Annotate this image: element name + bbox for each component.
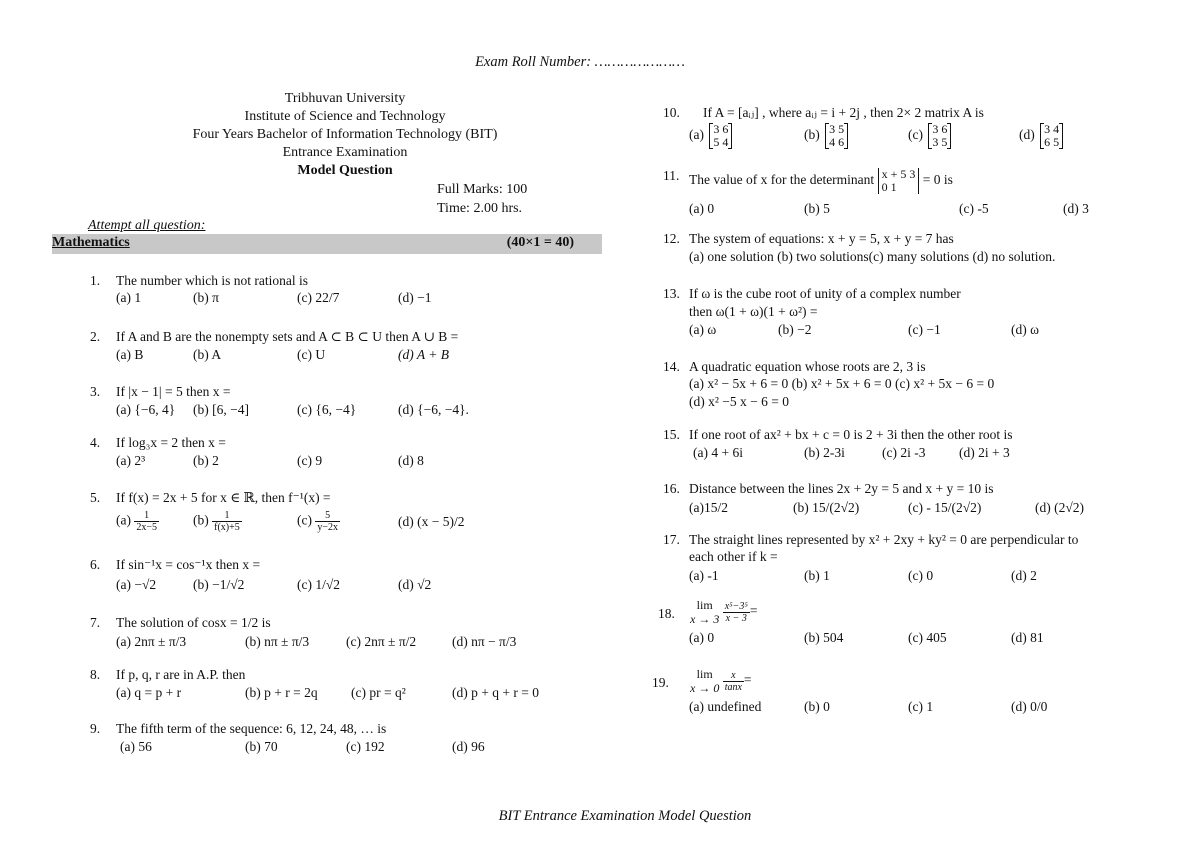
fraction	[134, 510, 159, 533]
matrix	[709, 123, 732, 149]
question-stem: If sin⁻¹x = cos⁻¹x then x =	[116, 557, 261, 572]
option-a: (a) B	[116, 347, 144, 362]
question-stem: If log₃x = 2 then x =	[116, 435, 226, 450]
option-c: (c) −1	[908, 322, 941, 337]
option-d: (d) 0/0	[1011, 699, 1048, 714]
numerator: 1	[212, 510, 242, 522]
option-label: (d)	[1019, 127, 1035, 143]
limit-word: lim	[696, 667, 713, 681]
limit	[690, 598, 719, 626]
matrix-row: 3 6	[713, 122, 729, 136]
determinant	[878, 168, 920, 194]
option-a: (a) q = p + r	[116, 685, 182, 700]
question-stem-line2: then ω(1 + ω)(1 + ω²) =	[689, 304, 818, 319]
option-a: (a) undefined	[689, 699, 762, 714]
denominator: f(x)+5	[214, 522, 240, 533]
option-d: (d) 2	[1011, 568, 1037, 583]
question-number: 9.	[90, 721, 101, 736]
determinant-row: 0 1	[881, 180, 897, 194]
option-a: (a) 1	[116, 290, 142, 305]
matrix-row: 3 4	[1044, 122, 1060, 136]
stem-text: The value of x for the determinant	[689, 172, 875, 188]
equals-sign: =	[743, 672, 752, 688]
options-line: (a) x² − 5x + 6 = 0 (b) x² + 5x + 6 = 0 (c) x² + 5x − 6 = 0	[689, 376, 995, 391]
option-d: (d) A + B	[398, 347, 449, 362]
option-d	[1019, 123, 1063, 149]
denominator: y−2x	[317, 522, 338, 533]
question-stem: If one root of ax² + bx + c = 0 is 2 + 3i then the other root is	[689, 427, 1013, 442]
fraction	[723, 601, 750, 624]
exam-name: Entrance Examination	[282, 145, 408, 160]
option-b: (b) 504	[804, 630, 844, 645]
matrix-row: 3 5	[932, 135, 948, 149]
option-c: (c) 1/√2	[297, 577, 341, 592]
option-d: (d) −1	[398, 290, 432, 305]
limit-approach: x → 3	[690, 612, 720, 626]
option-a: (a) ω	[689, 322, 717, 337]
option-d: (d) nπ − π/3	[452, 634, 517, 649]
option-b: (b) 5	[804, 201, 830, 216]
question-number: 5.	[90, 490, 101, 505]
question-stem: A quadratic equation whose roots are 2, 3 is	[689, 359, 926, 374]
option-b: (b) −1/√2	[193, 577, 245, 592]
option-b: (b) 2-3i	[804, 445, 845, 460]
question-stem: The solution of cosx = 1/2 is	[116, 615, 271, 630]
option-label: (c)	[908, 127, 923, 143]
option-d: (d) 8	[398, 453, 424, 468]
option-d: (d) ω	[1011, 322, 1040, 337]
marks-block	[437, 180, 527, 218]
question-stem	[690, 598, 757, 626]
question-stem: The number which is not rational is	[116, 273, 308, 288]
options-line: (a) one solution (b) two solutions(c) many solutions (d) no solution.	[689, 249, 1056, 264]
question-number: 3.	[90, 384, 101, 399]
question-number: 16.	[663, 481, 680, 496]
question-number: 13.	[663, 286, 680, 301]
option-b: (b) 0	[804, 699, 830, 714]
option-label: (c)	[297, 512, 312, 528]
limit-approach: x → 0	[690, 681, 720, 695]
option-a: (a) 56	[120, 739, 152, 754]
option-a: (a) 0	[689, 201, 715, 216]
question-number: 11.	[663, 168, 680, 183]
question-stem: The system of equations: x + y = 5, x + y = 7 has	[689, 231, 954, 246]
option-d: (d) (2√2)	[1035, 500, 1085, 515]
option-d: (d) 3	[1063, 201, 1089, 216]
option-label: (a)	[116, 512, 131, 528]
option-b: (b) 70	[245, 739, 278, 754]
question-number: 1.	[90, 273, 101, 288]
option-b	[804, 123, 848, 149]
question-stem: If f(x) = 2x + 5 for x ∈ ℝ, then f⁻¹(x) =	[116, 490, 331, 505]
matrix-row: 5 4	[713, 135, 729, 149]
matrix-row: 6 5	[1044, 135, 1060, 149]
time-allowed: Time: 2.00 hrs.	[437, 201, 523, 216]
option-b: (b) [6, −4]	[193, 402, 249, 417]
matrix	[928, 123, 951, 149]
question-stem: If A and B are the nonempty sets and A ⊂ B ⊂ U then A ∪ B =	[116, 329, 459, 344]
option-c: (c) 1	[908, 699, 934, 714]
option-a	[689, 123, 732, 149]
question-stem-line2: each other if k =	[689, 549, 778, 564]
section-score: (40×1 = 40)	[506, 235, 574, 250]
denominator: x − 3	[725, 612, 747, 624]
option-c	[297, 510, 340, 533]
option-c: (c) - 15/(2√2)	[908, 500, 982, 515]
section-title: Mathematics	[52, 235, 130, 250]
option-c: (c) 2nπ ± π/2	[346, 634, 417, 649]
option-a: (a)15/2	[689, 500, 728, 515]
section-bar	[52, 234, 602, 254]
option-b: (b) 2	[193, 453, 219, 468]
question-number: 10.	[663, 105, 680, 120]
numerator: x⁵−3⁵	[724, 600, 748, 612]
option-c: (c) 0	[908, 568, 934, 583]
question-stem: If |x − 1| = 5 then x =	[116, 384, 231, 399]
option-d: (d) (x − 5)/2	[398, 514, 465, 529]
question-number: 18.	[658, 606, 675, 621]
numerator: 5	[315, 510, 340, 522]
option-c: (c) 2i -3	[882, 445, 926, 460]
matrix-row: 3 5	[829, 122, 845, 136]
option-b: (b) 15/(2√2)	[793, 500, 860, 515]
page-footer: BIT Entrance Examination Model Question	[498, 808, 752, 824]
determinant-row: x + 5 3	[881, 167, 916, 181]
option-a: (a) −√2	[116, 577, 157, 592]
question-stem: The straight lines represented by x² + 2xy + ky² = 0 are perpendicular to	[689, 532, 1079, 547]
question-number: 8.	[90, 667, 101, 682]
option-c: (c) 192	[346, 739, 385, 754]
option-b: (b) A	[193, 347, 222, 362]
option-b: (b) 1	[804, 568, 830, 583]
option-a: (a) 4 + 6i	[693, 445, 743, 460]
full-marks: Full Marks: 100	[437, 182, 528, 197]
question-number: 17.	[663, 532, 680, 547]
question-number: 19.	[652, 675, 669, 690]
denominator: tanx	[724, 681, 742, 693]
university-name: Tribhuvan University	[284, 91, 406, 106]
options-line: (d) x² −5 x − 6 = 0	[689, 394, 790, 409]
option-b: (b) nπ ± π/3	[245, 634, 310, 649]
option-a: (a) -1	[689, 568, 719, 583]
option-c: (c) U	[297, 347, 326, 362]
option-d: (d) 81	[1011, 630, 1044, 645]
option-d: (d) p + q + r = 0	[452, 685, 539, 700]
option-d: (d) 2i + 3	[959, 445, 1010, 460]
option-c: (c) -5	[959, 201, 989, 216]
numerator: x	[723, 670, 744, 682]
fraction	[315, 510, 340, 533]
option-label: (b)	[193, 512, 209, 528]
option-c	[908, 123, 951, 149]
question-stem	[690, 667, 752, 695]
model-question-title: Model Question	[297, 163, 393, 178]
question-stem: If A = [aᵢⱼ] , where aᵢⱼ = i + 2j , then 2× 2 matrix A is	[703, 105, 984, 120]
question-number: 12.	[663, 231, 680, 246]
option-c: (c) 405	[908, 630, 947, 645]
option-label: (a)	[689, 127, 704, 143]
numerator: 1	[134, 510, 159, 522]
question-stem	[689, 168, 953, 194]
fraction	[723, 670, 744, 693]
option-b: (b) π	[193, 290, 219, 305]
limit-word: lim	[696, 598, 713, 612]
option-b	[193, 510, 242, 533]
option-b: (b) −2	[778, 322, 812, 337]
limit	[690, 667, 719, 695]
option-a: (a) {−6, 4}	[116, 402, 176, 417]
option-c: (c) 9	[297, 453, 323, 468]
exam-header	[150, 90, 540, 180]
equals-sign: =	[749, 603, 758, 619]
stem-text: = 0 is	[922, 172, 953, 188]
fraction	[212, 510, 242, 533]
question-number: 6.	[90, 557, 101, 572]
option-a	[116, 510, 159, 533]
option-c: (c) 22/7	[297, 290, 340, 305]
matrix-row: 4 6	[829, 135, 845, 149]
attempt-instruction: Attempt all question:	[88, 218, 206, 233]
matrix	[825, 123, 848, 149]
question-number: 7.	[90, 615, 101, 630]
question-number: 2.	[90, 329, 101, 344]
option-d: (d) {−6, −4}.	[398, 402, 469, 417]
question-stem: If p, q, r are in A.P. then	[116, 667, 246, 682]
question-number: 14.	[663, 359, 680, 374]
option-d: (d) √2	[398, 577, 432, 592]
option-a: (a) 0	[689, 630, 715, 645]
option-c: (c) {6, −4}	[297, 402, 357, 417]
option-a: (a) 2³	[116, 453, 146, 468]
matrix	[1040, 123, 1063, 149]
question-stem: The fifth term of the sequence: 6, 12, 24, 48, … is	[116, 721, 387, 736]
institute-name: Institute of Science and Technology	[244, 109, 446, 124]
option-a: (a) 2nπ ± π/3	[116, 634, 187, 649]
exam-roll-number: Exam Roll Number: …………………	[475, 54, 685, 70]
question-number: 4.	[90, 435, 101, 450]
denominator: 2x−5	[136, 522, 157, 533]
option-label: (b)	[804, 127, 820, 143]
question-stem: Distance between the lines 2x + 2y = 5 and x + y = 10 is	[689, 481, 994, 496]
question-number: 15.	[663, 427, 680, 442]
matrix-row: 3 6	[932, 122, 948, 136]
option-c: (c) pr = q²	[351, 685, 406, 700]
program-name: Four Years Bachelor of Information Technology (BIT)	[192, 127, 498, 142]
option-d: (d) 96	[452, 739, 485, 754]
option-b: (b) p + r = 2q	[245, 685, 318, 700]
question-stem: If ω is the cube root of unity of a complex number	[689, 286, 961, 301]
